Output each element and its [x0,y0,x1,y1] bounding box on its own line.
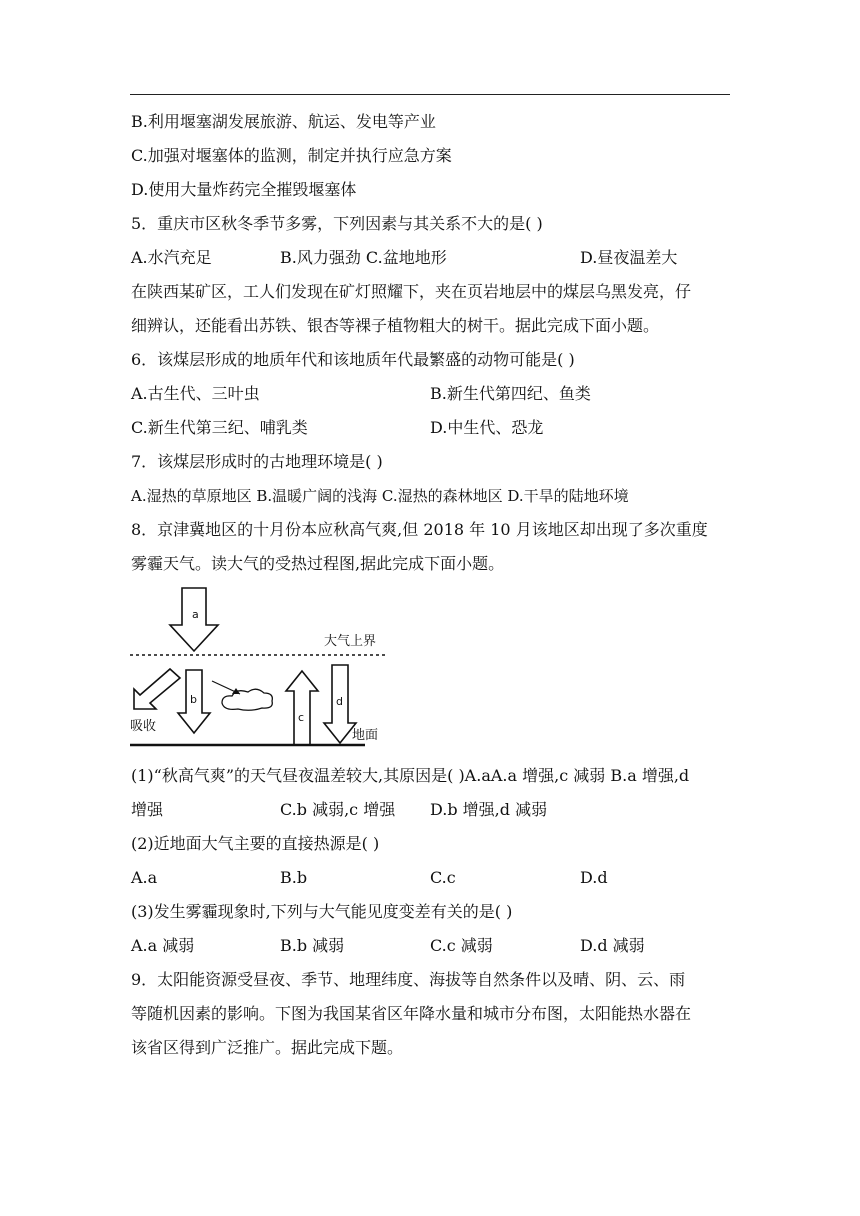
arrow-c [286,671,318,745]
option-a: A.a [131,868,158,887]
passage-line: 在陕西某矿区，工人们发现在矿灯照耀下，夹在页岩地层中的煤层乌黑发亮，仔 [131,282,692,301]
atmosphere-heating-diagram [130,585,390,750]
option-d: D.d 减弱 [580,936,645,955]
option-d: D.b 增强,d 减弱 [430,800,548,819]
option-a: A.水汽充足 [131,248,212,267]
option-c: C.c 减弱 [430,936,493,955]
option-text: C.加强对堰塞体的监测，制定并执行应急方案 [131,146,452,165]
sub-question-1: (1)“秋高气爽”的天气昼夜温差较大,其原因是( )A.aA.a 增强,c 减弱 B.a 增强,d [131,766,690,785]
question-9: 等随机因素的影响。下图为我国某省区年降水量和城市分布图，太阳能热水器在 [131,1004,692,1023]
question-9: 9．太阳能资源受昼夜、季节、地理纬度、海拔等自然条件以及晴、阴、云、雨 [131,970,686,989]
option-d: D.昼夜温差大 [580,248,678,267]
question-9: 该省区得到广泛推广。据此完成下题。 [131,1038,404,1057]
option-bc: B.风力强劲 C.盆地地形 [280,248,447,267]
sub-question-3: (3)发生雾霾现象时,下列与大气能见度变差有关的是( ) [131,902,513,921]
cloud-icon [222,689,272,710]
question-7-options: A.湿热的草原地区 B.温暖广阔的浅海 C.湿热的森林地区 D.干旱的陆地环境 [131,487,629,505]
arrow-a-label: a [192,608,199,621]
atmosphere-top-label: 大气上界 [324,634,377,649]
option-text: B.利用堰塞湖发展旅游、航运、发电等产业 [131,112,436,131]
arrow-c-label: c [298,711,305,724]
sub-question-2: (2)近地面大气主要的直接热源是( ) [131,834,380,853]
ground-label: 地面 [352,728,379,743]
option-c: C.新生代第三纪、哺乳类 [131,418,308,437]
header-rule [130,94,730,95]
option-d: D.d [580,868,608,887]
option-c: C.b 减弱,c 增强 [280,800,396,819]
option-text: D.使用大量炸药完全摧毁堰塞体 [131,180,357,199]
absorb-label: 吸收 [130,719,157,734]
option-c: C.c [430,868,456,887]
question-6: 6．该煤层形成的地质年代和该地质年代最繁盛的动物可能是( ) [131,350,575,369]
absorb-arrow [134,669,180,709]
option-a: A.a 减弱 [131,936,195,955]
option-b: B.b 减弱 [280,936,345,955]
option-b: B.新生代第四纪、鱼类 [430,384,591,403]
passage-line: 细辨认，还能看出苏铁、银杏等裸子植物粗大的树干。据此完成下面小题。 [131,316,660,335]
question-8: 8．京津冀地区的十月份本应秋高气爽,但 2018 年 10 月该地区却出现了多次重度 [131,520,708,539]
arrow-b-label: b [190,693,197,706]
arrow-d-label: d [336,695,343,708]
option-d: D.中生代、恐龙 [430,418,544,437]
question-8: 雾霾天气。读大气的受热过程图,据此完成下面小题。 [131,554,505,573]
question-7: 7．该煤层形成时的古地理环境是( ) [131,452,383,471]
option-b: B.b [280,868,308,887]
option-a: A.古生代、三叶虫 [131,384,260,403]
question-5: 5．重庆市区秋冬季节多雾，下列因素与其关系不大的是( ) [131,214,543,233]
option-text: 增强 [131,800,164,819]
